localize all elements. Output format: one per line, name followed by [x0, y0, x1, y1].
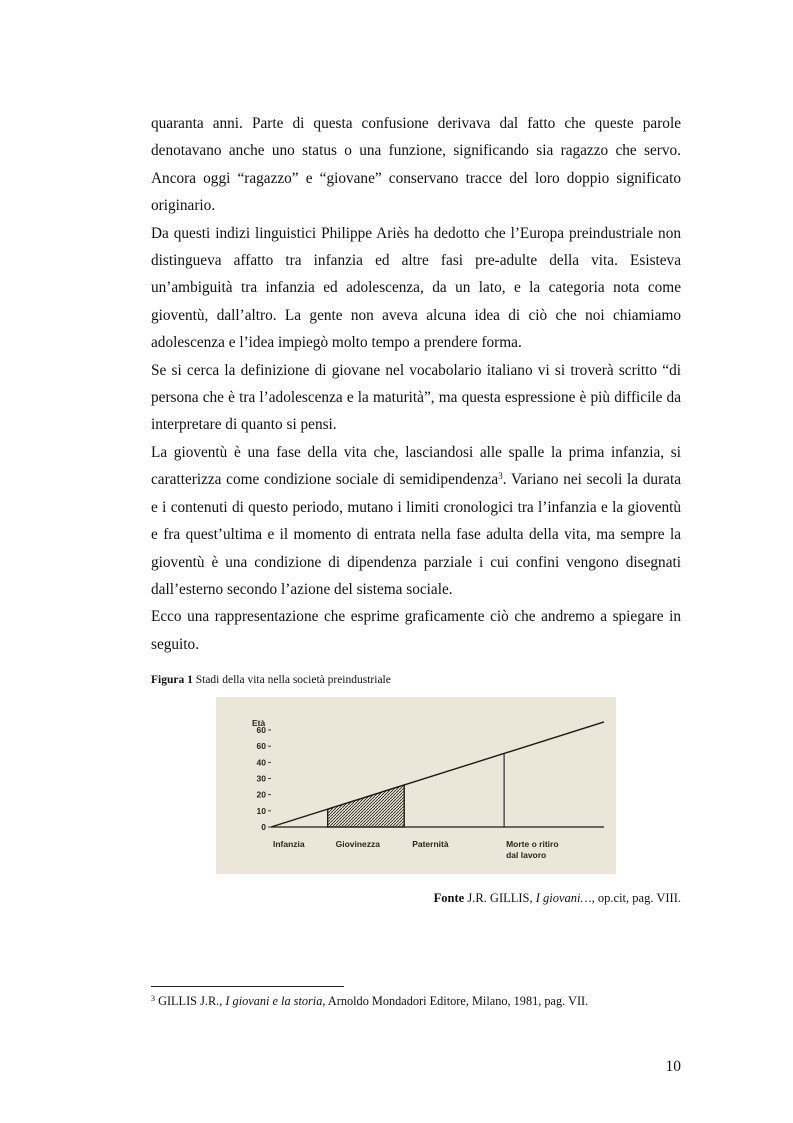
source-title: I giovani…: [535, 891, 592, 905]
y-tick-label: 10: [256, 805, 266, 816]
body-text: [151, 110, 681, 658]
page-number: 10: [665, 1058, 681, 1075]
footnote-title: I giovani e la storia: [225, 994, 323, 1008]
paragraph-4: [151, 439, 681, 603]
footnote-reference[interactable]: 3: [498, 471, 503, 482]
footnote-divider: [151, 986, 344, 987]
stage-label: Paternità: [412, 839, 449, 849]
figure-label: Figura 1: [151, 674, 193, 686]
footnote: [151, 994, 588, 1009]
y-tick-label: 30: [256, 773, 266, 784]
life-stages-chart: [216, 697, 616, 874]
paragraph-4-text-a: La gioventù è una fase della vita che, lasciandosi alle spalle la prima infanzia, si caratterizza come condizione sociale di semidipendenza: [151, 443, 681, 489]
paragraph-5: Ecco una rappresentazione che esprime graficamente ciò che andremo a spiegare in seguito.: [151, 608, 681, 653]
paragraph-2: Da questi indizi linguistici Philippe Ariès ha dedotto che l’Europa preindustriale non distingueva affatto tra infanzia ed altre fasi pre-adulte della vita. Esisteva un’ambiguità tra infanzia ed adolescenza, da un lato, e la categoria nota come gioventù, dall’altro. La gente non aveva alcuna idea di ciò che noi chiamiamo adolescenza e l’idea impiegò molto tempo a prendere forma.: [151, 224, 681, 352]
y-tick-label: 20: [256, 789, 266, 800]
figure-caption-text: Stadi della vita nella società preindustriale: [192, 674, 391, 686]
paragraph-4-text-b: . Variano nei secoli la durata e i contenuti di questo periodo, mutano i limiti cronologici tra l’infanzia e la gioventù e fra quest’ultima e il momento di entrata nella fase adulta della vita, ma sempre la gioventù è una condizione di dipendenza parziale i cui confini vengono disegnati dall’esterno secondo l’azione del sistema sociale.: [151, 471, 682, 598]
y-tick-label: 40: [256, 757, 266, 768]
age-line: [271, 722, 604, 827]
y-tick-label: 60: [256, 725, 266, 735]
figure-source: [434, 891, 681, 906]
stage-label: Giovinezza: [335, 839, 381, 849]
source-label: Fonte: [433, 891, 465, 905]
figure-caption: [151, 674, 391, 686]
footnote-author: GILLIS J.R.,: [155, 994, 226, 1008]
source-reference: , op.cit, pag. VIII.: [591, 891, 681, 905]
stage-label: Morte o ritiro: [506, 839, 559, 849]
y-tick-label: 0: [261, 822, 266, 832]
paragraph-3: Se si cerca la definizione di giovane nel vocabolario italiano vi si troverà scritto “di persona che è tra l’adolescenza e la maturità”, ma questa espressione è più difficile da interpretare di quanto si pensi.: [151, 361, 681, 434]
stage-label: dal lavoro: [506, 850, 547, 860]
source-author: J.R. GILLIS,: [464, 891, 536, 905]
footnote-number: 3: [151, 994, 155, 1003]
chart-canvas: [216, 697, 616, 874]
paragraph-1: quaranta anni. Parte di questa confusione derivava dal fatto che queste parole denotavano anche uno status o una funzione, significando sia ragazzo che servo. Ancora oggi “ragazzo” e “giovane” conservano tracce del loro doppio significato originario.: [151, 115, 681, 215]
y-tick-label: 60: [256, 741, 266, 752]
stage-label: Infanzia: [273, 839, 305, 849]
footnote-reference: , Arnoldo Mondadori Editore, Milano, 1981, pag. VII.: [322, 994, 589, 1008]
y-axis-label: Età: [252, 718, 266, 728]
